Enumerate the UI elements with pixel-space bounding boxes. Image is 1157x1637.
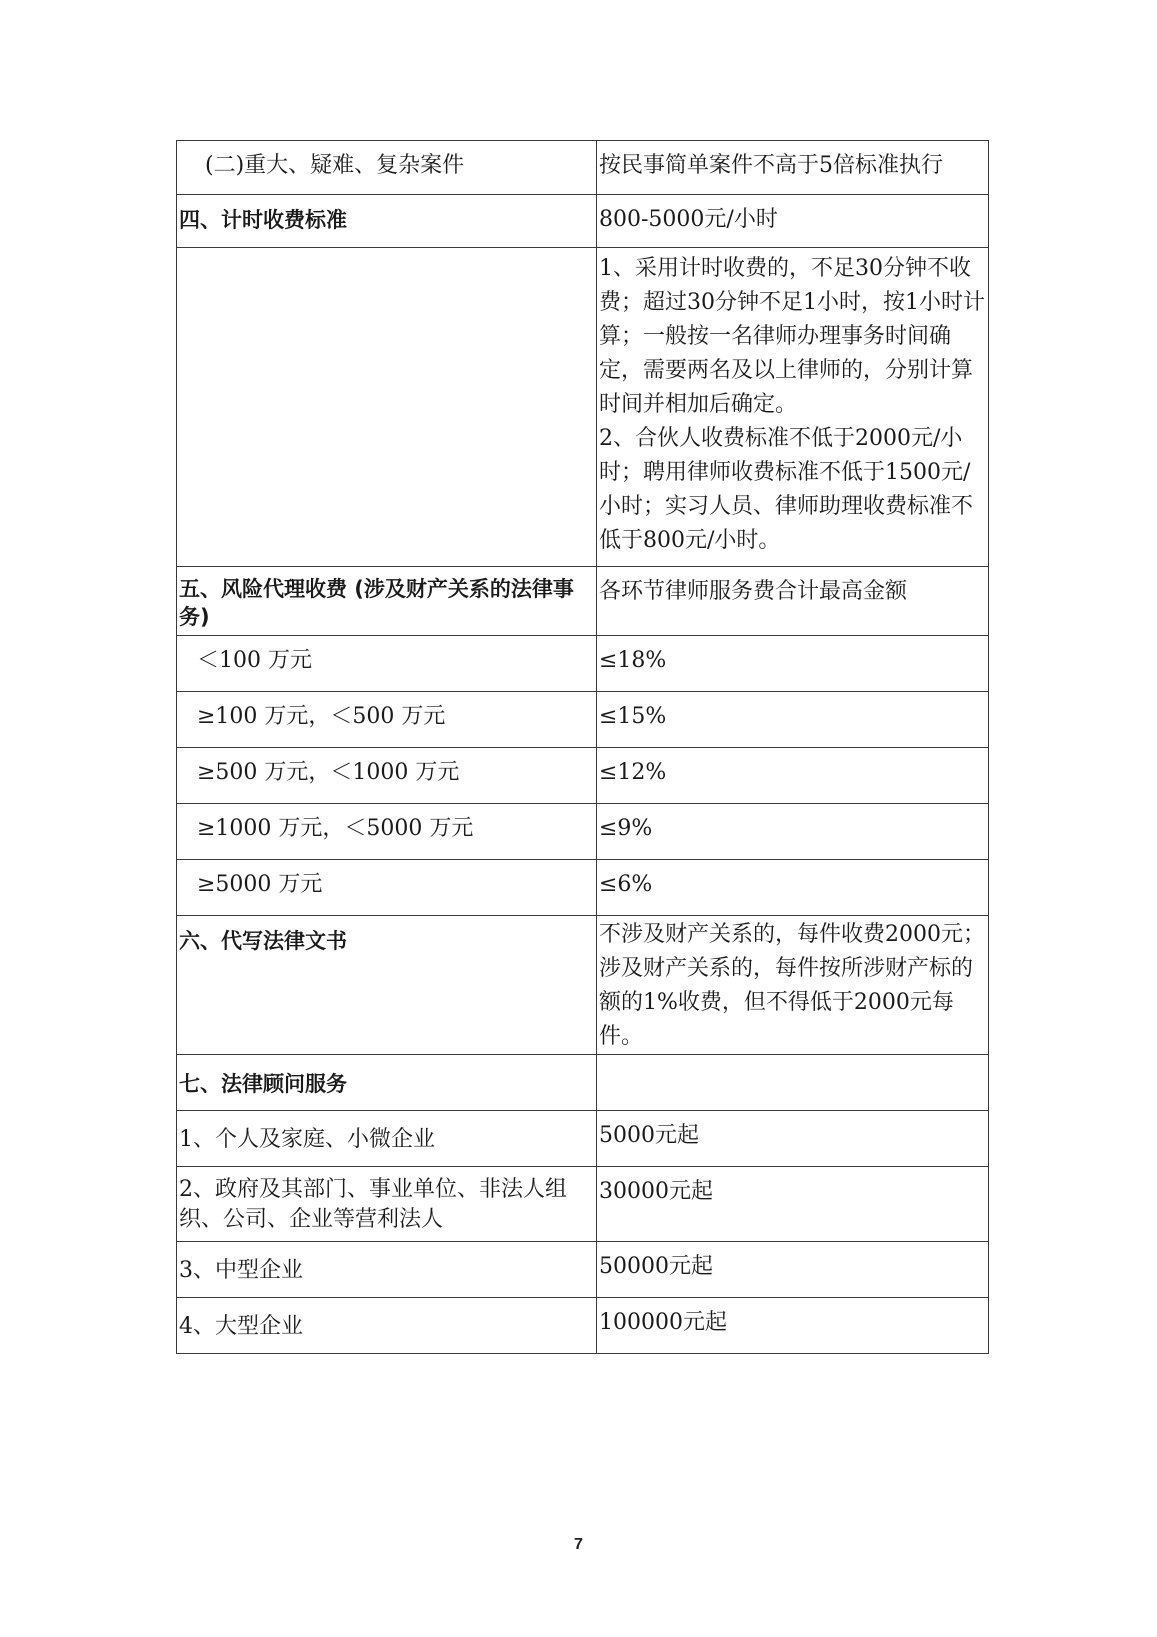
cell-text: (二)重大、疑难、复杂案件 (205, 153, 465, 178)
cell-text: ≥1000 万元，＜5000 万元 (197, 816, 474, 841)
section-heading: 五、风险代理收费 (涉及财产关系的法律事务) (179, 577, 574, 629)
table-cell (177, 1242, 597, 1298)
table-cell (597, 1167, 989, 1242)
table-cell (177, 916, 597, 1055)
table-cell (177, 567, 597, 636)
cell-text (597, 1055, 988, 1063)
table-cell (177, 860, 597, 916)
cell-text: 各环节律师服务费合计最高金额 (599, 579, 908, 604)
cell-text: 3、中型企业 (179, 1258, 303, 1283)
cell-text: ≤12% (599, 760, 667, 785)
cell-text: ≤15% (599, 704, 667, 729)
cell-text: ＜100 万元 (197, 648, 312, 673)
cell-text: 5000元起 (599, 1123, 699, 1148)
cell-text: ≥500 万元，＜1000 万元 (197, 760, 460, 785)
table-row (177, 636, 989, 692)
cell-text: 30000元起 (599, 1179, 713, 1204)
table-cell (177, 804, 597, 860)
cell-text: 100000元起 (599, 1310, 727, 1335)
table-row (177, 1055, 989, 1111)
table-cell (597, 1242, 989, 1298)
table-cell (597, 636, 989, 692)
table-cell (177, 248, 597, 567)
table-row (177, 916, 989, 1055)
cell-text: ≥5000 万元 (197, 872, 323, 897)
table-cell (597, 860, 989, 916)
table-row (177, 567, 989, 636)
table-row (177, 248, 989, 567)
table-cell (177, 636, 597, 692)
table-cell (177, 141, 597, 195)
cell-text: 不涉及财产关系的，每件收费2000元；涉及财产关系的，每件按所涉财产标的额的1%收费，但不得低于2000元每件。 (599, 922, 985, 1049)
cell-text: 1、个人及家庭、小微企业 (179, 1127, 435, 1152)
page-number: 7 (574, 1536, 583, 1553)
table-row (177, 860, 989, 916)
table-cell (597, 248, 989, 567)
cell-text: 1、采用计时收费的，不足30分钟不收费；超过30分钟不足1小时，按1小时计算；一般按一名律师办理事务时间确定，需要两名及以上律师的，分别计算时间并相加后确定。 2、合伙人收费标准不低于2000元/小时；聘用律师收费标准不低于1500元/小时；实习人员、律师助理收费标准不低于800元/小时。 (599, 256, 985, 553)
table-row (177, 1111, 989, 1167)
cell-text: ≤9% (599, 816, 653, 841)
section-heading: 七、法律顾问服务 (179, 1072, 347, 1096)
table-cell (597, 1055, 989, 1111)
table-row (177, 1242, 989, 1298)
cell-text: 4、大型企业 (179, 1314, 303, 1339)
table-cell (597, 916, 989, 1055)
table-cell (597, 1298, 989, 1354)
table-cell (597, 195, 989, 248)
cell-text: ≤18% (599, 648, 667, 673)
section-heading: 六、代写法律文书 (179, 929, 347, 953)
table-cell (597, 141, 989, 195)
table-cell (177, 692, 597, 748)
cell-text (177, 248, 596, 256)
table-cell (597, 1111, 989, 1167)
table-cell (177, 748, 597, 804)
cell-text: ≤6% (599, 872, 653, 897)
table-cell (597, 748, 989, 804)
table-cell (177, 1167, 597, 1242)
cell-text: 按民事简单案件不高于5倍标准执行 (599, 153, 943, 178)
cell-text: 50000元起 (599, 1254, 713, 1279)
table-row (177, 1167, 989, 1242)
table-cell (177, 1055, 597, 1111)
table-cell (177, 195, 597, 248)
table-row (177, 1298, 989, 1354)
table-cell (597, 804, 989, 860)
cell-text: ≥100 万元，＜500 万元 (197, 704, 446, 729)
table-cell (597, 567, 989, 636)
table-row (177, 692, 989, 748)
table-cell (177, 1111, 597, 1167)
table-row (177, 804, 989, 860)
section-heading: 四、计时收费标准 (179, 208, 347, 232)
table-cell (177, 1298, 597, 1354)
fee-standard-table (176, 140, 989, 1354)
cell-text: 800-5000元/小时 (599, 207, 778, 232)
table-cell (597, 692, 989, 748)
table-row (177, 195, 989, 248)
table-row (177, 748, 989, 804)
cell-text: 2、政府及其部门、事业单位、非法人组织、公司、企业等营利法人 (179, 1177, 567, 1232)
table-row (177, 141, 989, 195)
